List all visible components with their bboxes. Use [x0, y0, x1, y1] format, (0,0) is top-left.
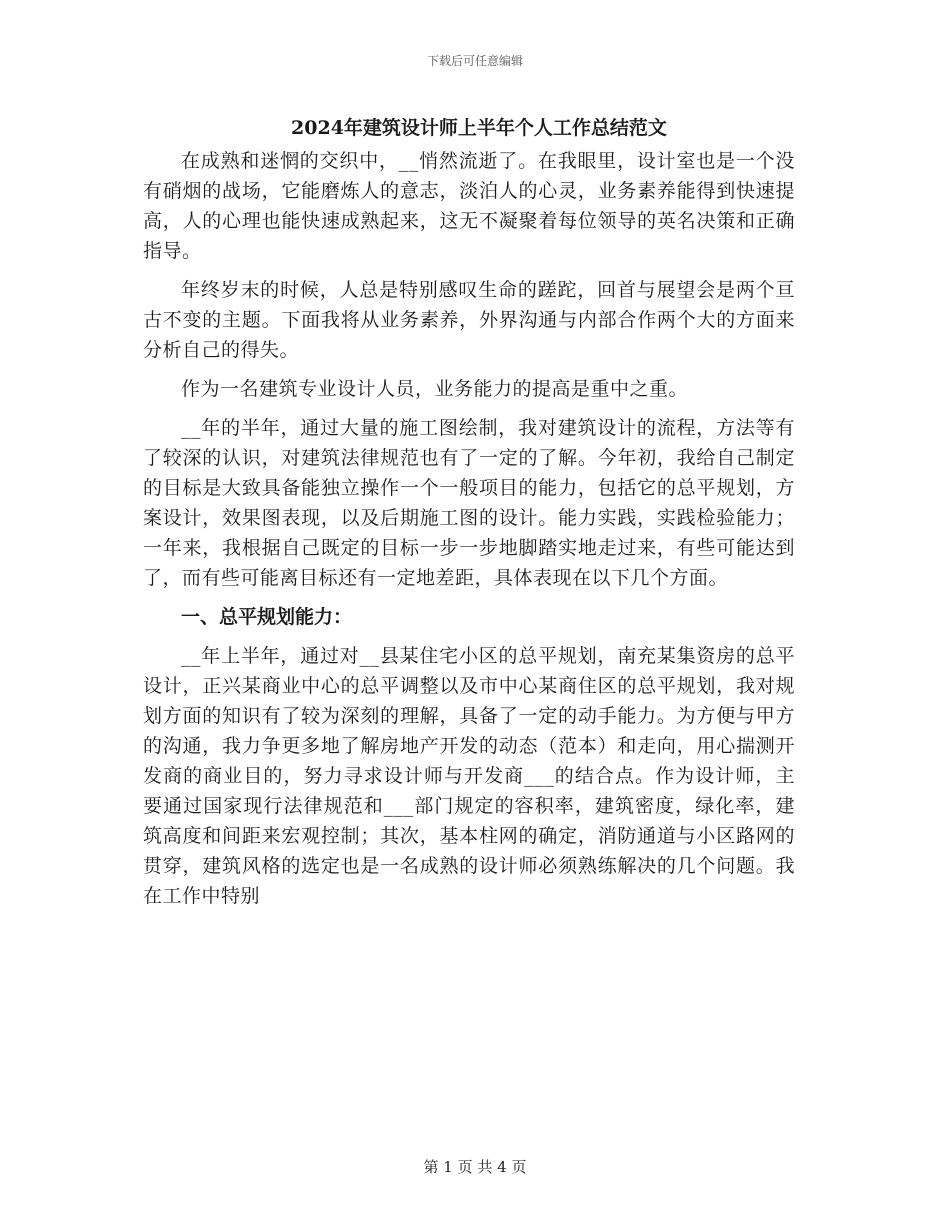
- page-header-note: 下载后可任意编辑: [426, 54, 523, 68]
- paragraph-2: 年终岁末的时候，人总是特别感叹生命的蹉跎，回首与展望会是两个亘古不变的主题。下面我将从业务素养，外界沟通与内部合作两个大的方面来分析自己的得失。: [143, 279, 795, 361]
- paragraph-1: 在成熟和迷惘的交织中，__悄然流逝了。在我眼里，设计室也是一个没有硝烟的战场，它能磨炼人的意志，淡泊人的心灵，业务素养能得到快速提高，人的心理也能快速成熟起来，这无不凝聚着每位领导的英名决策和正确指导。: [143, 150, 795, 262]
- section-paragraph: __年上半年，通过对__县某住宅小区的总平规划，南充某集资房的总平设计，正兴某商业中心的总平调整以及市中心某商住区的总平规划，我对规划方面的知识有了较为深刻的理解，具备了一定的动手能力。为方便与甲方的沟通，我力争更多地了解房地产开发的动态（范本）和走向，用心揣测开发商的商业目的，努力寻求设计师与开发商___的结合点。作为设计师，主要通过国家现行法律规范和___部门规定的容积率，建筑密度，绿化率，建筑高度和间距来宏观控制；其次，基本柱网的确定，消防通道与小区路网的贯穿，建筑风格的选定也是一名成熟的设计师必须熟练解决的几个问题。我在工作中特别: [143, 645, 795, 907]
- document-title: 2024年建筑设计师上半年个人工作总结范文: [291, 117, 667, 139]
- document-body: [143, 110, 795, 920]
- paragraph-3: 作为一名建筑专业设计人员，业务能力的提高是重中之重。: [181, 378, 689, 400]
- section-heading: 一、总平规划能力：: [181, 606, 353, 628]
- paragraph-4: __年的半年，通过大量的施工图绘制，我对建筑设计的流程，方法等有了较深的认识，对建筑法律规范也有了一定的了解。今年初，我给自己制定的目标是大致具备能独立操作一个一般项目的能力，包括它的总平规划，方案设计，效果图表现，以及后期施工图的设计。能力实践，实践检验能力；一年来，我根据自己既定的目标一步一步地脚踏实地走过来，有些可能达到了，而有些可能离目标还有一定地差距，具体表现在以下几个方面。: [143, 417, 795, 589]
- page-number: 第 1 页 共 4 页: [423, 1158, 527, 1176]
